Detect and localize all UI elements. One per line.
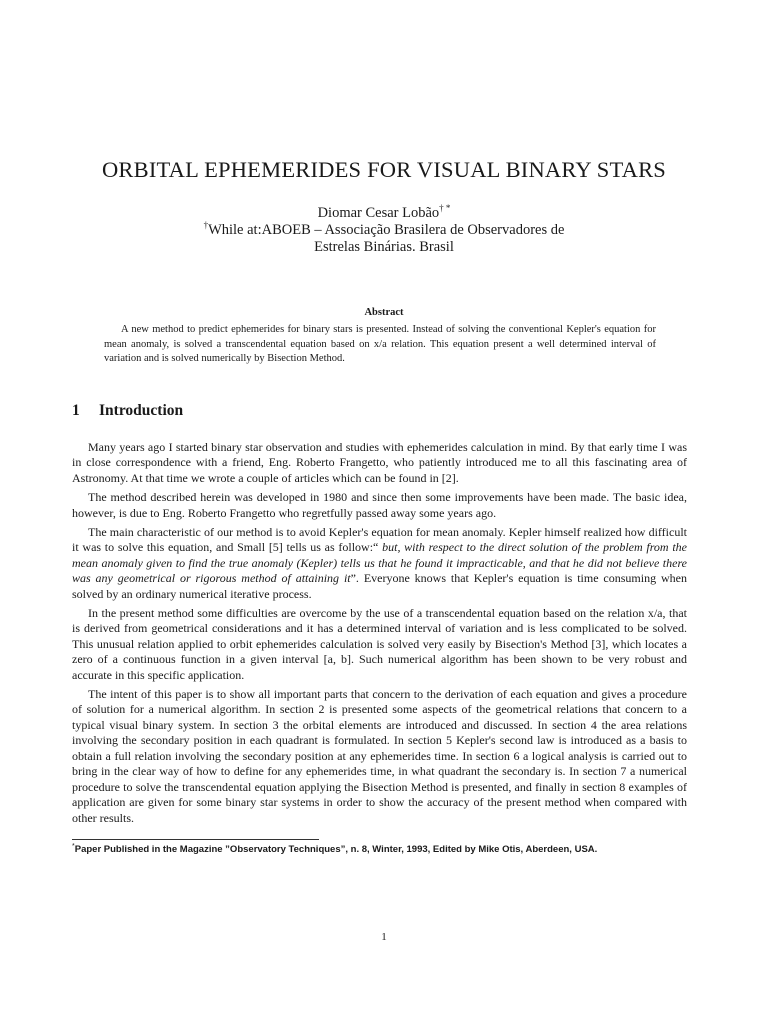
footnote-rule — [72, 839, 319, 840]
footnote-mark: * — [72, 842, 75, 850]
footnote — [72, 843, 687, 856]
author-block — [0, 205, 768, 256]
paragraph-1: Many years ago I started binary star observation and studies with ephemerides calculation in mind. By that early time I was in close correspondence with a friend, Eng. Roberto Frangetto, who patiently introduced me to all this fascinating area of Astronomy. At that time we wrote a couple of articles which can be found in [2]. — [72, 440, 687, 485]
paragraph-3 — [72, 525, 687, 602]
paragraph-3-end: ”. Everyone knows that Kepler's equation is time consuming when solved by an ordinary numerical iterative process. — [72, 571, 687, 601]
section-number: 1 — [72, 402, 80, 419]
author-line — [0, 205, 768, 222]
section-title: Introduction — [99, 402, 184, 419]
author-name: Diomar Cesar Lobão — [317, 205, 440, 221]
abstract — [104, 323, 656, 367]
affiliation-line-1 — [0, 222, 768, 239]
paragraph-2: The method described herein was developed in 1980 and since then some improvements have been made. The basic idea, however, is due to Eng. Roberto Frangetto who regretfully passed away some years ago. — [72, 490, 687, 520]
author-marks: † * — [439, 203, 451, 214]
abstract-text: A new method to predict ephemerides for binary stars is presented. Instead of solving the conventional Kepler's equation for mean anomaly, is solved a transcendental equation based on x/a relation. This equation present a well determined interval of variation and is solved numerically by Bisection Method. — [104, 324, 656, 364]
paragraph-3-quote: but, with respect to the direct solution of the problem from the mean anomaly given to find the true anomaly (Kepler) tells us that he found it impracticable, and that he did not believe there was any geometrical or rigorous method of attaining it — [72, 540, 687, 586]
body-text — [72, 440, 687, 830]
paragraph-5: The intent of this paper is to show all important parts that concern to the derivation of each equation and gives a procedure of solution for a numerical algorithm. In section 2 is presented some aspects of the geometrical relations that concern to a typical visual binary system. In section 3 the orbital elements are introduced and discussed. In section 4 the area relations involving the secondary position in each quadrant is formulated. In section 5 Kepler's second law is introduced as a basis to obtain a full relation involving the secondary position at any ephemerides time. In section 6 a logical analysis is carried out to bring in the clear way of how to define for any ephemerides time, in what quadrant the secondary is. In section 7 a numerical procedure to solve the transcendental equation applying the Bisection Method is presented, and finally in section 8 examples of application are given for some binary star systems in order to show the accuracy of the present method when compared with other results. — [72, 686, 687, 825]
footnote-text: Paper Published in the Magazine ”Observatory Techniques”, n. 8, Winter, 1993, Edited by Mike Otis, Aberdeen, USA. — [74, 844, 598, 855]
affiliation-line-2: Estrelas Binárias. Brasil — [314, 239, 454, 255]
affiliation-mark: † — [203, 220, 209, 231]
page-number: 1 — [381, 931, 387, 943]
section-heading — [72, 402, 183, 420]
paper-title: ORBITAL EPHEMERIDES FOR VISUAL BINARY STARS — [101, 157, 666, 182]
affiliation-text-1: While at:ABOEB – Associação Brasilera de Observadores de — [208, 222, 565, 238]
paragraph-4: In the present method some difficulties are overcome by the use of a transcendental equation based on the relation x/a, that is derived from geometrical considerations and it has a determined interval of variation and is less complicated to be solved. This unusual relation applied to orbit ephemerides calculation is solved very easily by Bisection's Method [3], which locates a zero of a continuous function in a given interval [a, b]. Such numerical algorithm has been shown to be very robust and accurate in this specific application. — [72, 605, 687, 682]
abstract-heading: Abstract — [364, 307, 404, 318]
paragraph-3-start: The main characteristic of our method is to avoid Kepler's equation for mean anomaly. Kepler himself realized how difficult it was to solve this equation, and Small [5] tells us as follow:“ — [72, 524, 687, 555]
